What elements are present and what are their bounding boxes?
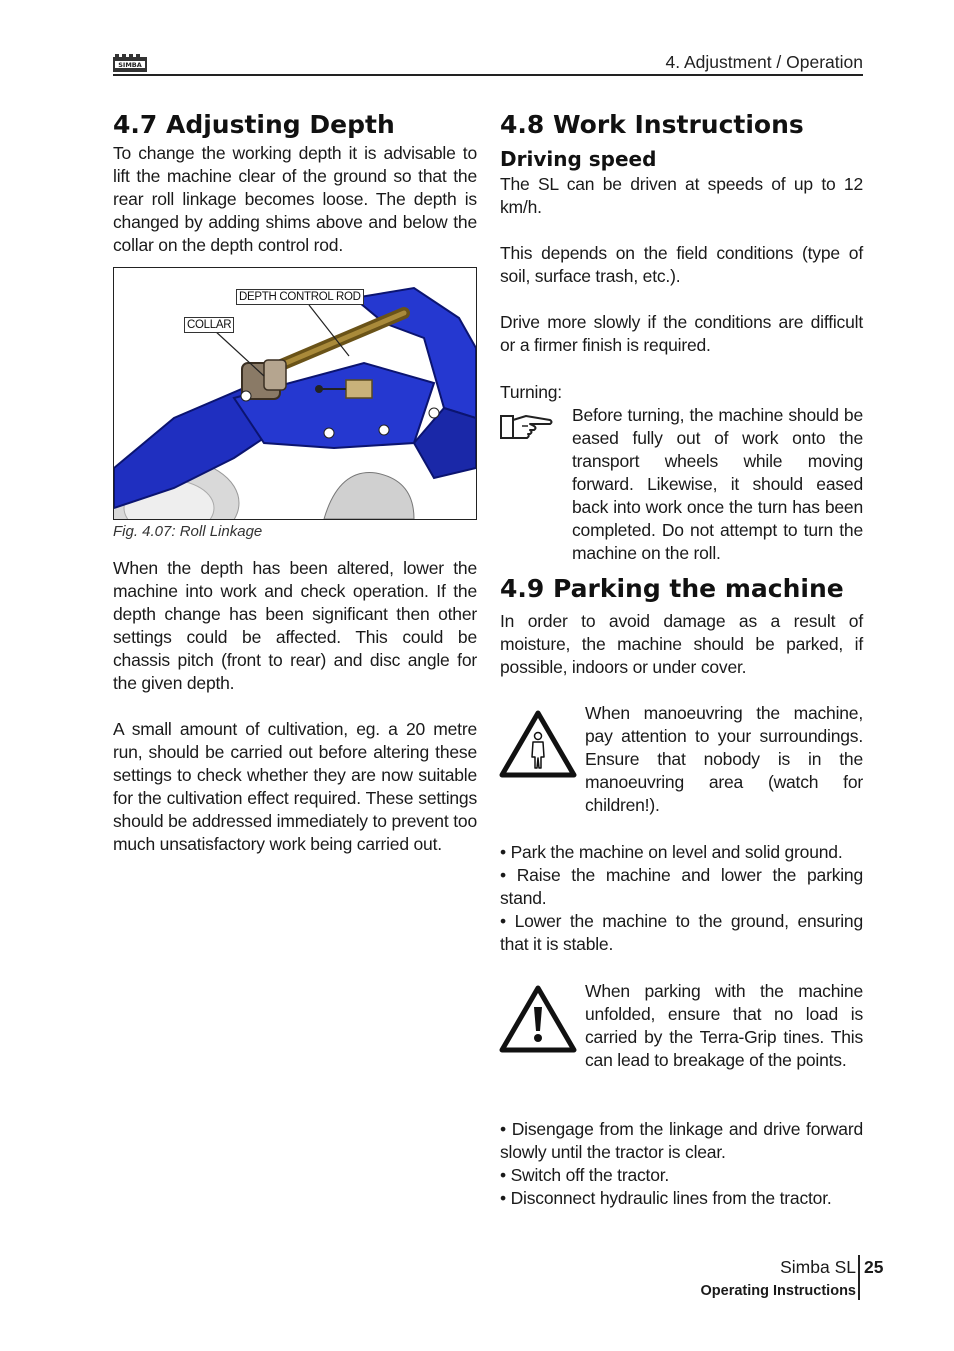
page-number: 25 — [864, 1257, 884, 1277]
adjusting-depth-para-3: A small amount of cultivation, eg. a 20 metre run, should be carried out before altering these settings to check whether they are now suitable for the cultivation effect required. These settings should be addressed immediately to prevent too much unsatisfactory work being carried out. — [113, 719, 477, 854]
roll-linkage-figure — [113, 267, 477, 520]
parking-bullet-4: • Disengage from the linkage and drive forward slowly until the tractor is clear. — [500, 1119, 863, 1162]
parking-bullet-5: • Switch off the tractor. — [500, 1165, 670, 1185]
section-title-work-instructions: 4.8 Work Instructions — [500, 110, 804, 139]
warning-manoeuvring: When manoeuvring the machine, pay attention to your surroundings. Ensure that nobody is in the manoeuvring area (watch for children!). — [585, 703, 863, 815]
parking-bullet-1: • Park the machine on level and solid ground. — [500, 842, 843, 862]
logo-text: SIMBA — [118, 61, 142, 69]
speed-para-1: The SL can be driven at speeds of up to 12 km/h. — [500, 174, 863, 217]
parking-bullet-6: • Disconnect hydraulic lines from the tractor. — [500, 1188, 832, 1208]
parking-bullet-2: • Raise the machine and lower the parking stand. — [500, 865, 863, 908]
turning-note: Before turning, the machine should be eased fully out of work onto the transport wheels while moving forward. Likewise, it should eased back into work once the turn has been completed. Do not attempt to turn the machine on the roll. — [572, 405, 863, 563]
subtitle-driving-speed: Driving speed — [500, 147, 657, 171]
warning-parking-unfolded: When parking with the machine unfolded, ensure that no load is carried by the Terra-Grip tines. This can lead to breakage of the points. — [585, 981, 863, 1070]
footer-product: Simba SL — [780, 1257, 856, 1277]
simba-logo — [113, 54, 147, 72]
footer-doc-type: Operating Instructions — [700, 1283, 856, 1299]
warning-exclamation-icon — [499, 985, 577, 1053]
adjusting-depth-para-2: When the depth has been altered, lower the machine into work and check operation. If the depth change has been significant then other settings could be affected. This could be chassis pitch (front to rear) and disc angle for the given depth. — [113, 558, 477, 693]
header-section-title: 4. Adjustment / Operation — [665, 52, 863, 72]
warning-person-icon — [499, 710, 577, 778]
adjusting-depth-intro: To change the working depth it is advisable to lift the machine clear of the ground so that the rear roll linkage becomes loose. The depth is changed by adding shims above and below the collar on the depth control rod. — [113, 143, 477, 255]
parking-bullet-3: • Lower the machine to the ground, ensuring that it is stable. — [500, 911, 863, 954]
speed-para-2: This depends on the field conditions (type of soil, surface trash, etc.). — [500, 243, 863, 286]
parking-intro: In order to avoid damage as a result of moisture, the machine should be parked, if possible, indoors or under cover. — [500, 611, 863, 677]
speed-para-3: Drive more slowly if the conditions are difficult or a firmer finish is required. — [500, 312, 863, 355]
pointing-hand-icon — [500, 412, 554, 442]
footer-divider — [858, 1255, 860, 1300]
section-title-adjusting-depth: 4.7 Adjusting Depth — [113, 110, 395, 139]
turning-label: Turning: — [500, 382, 562, 402]
roll-linkage-illustration — [114, 268, 476, 519]
section-title-parking: 4.9 Parking the machine — [500, 574, 844, 603]
figure-caption: Fig. 4.07: Roll Linkage — [113, 523, 263, 540]
label-depth-control-rod: DEPTH CONTROL ROD — [236, 289, 364, 305]
header-divider — [113, 74, 863, 76]
label-collar: COLLAR — [184, 317, 234, 333]
